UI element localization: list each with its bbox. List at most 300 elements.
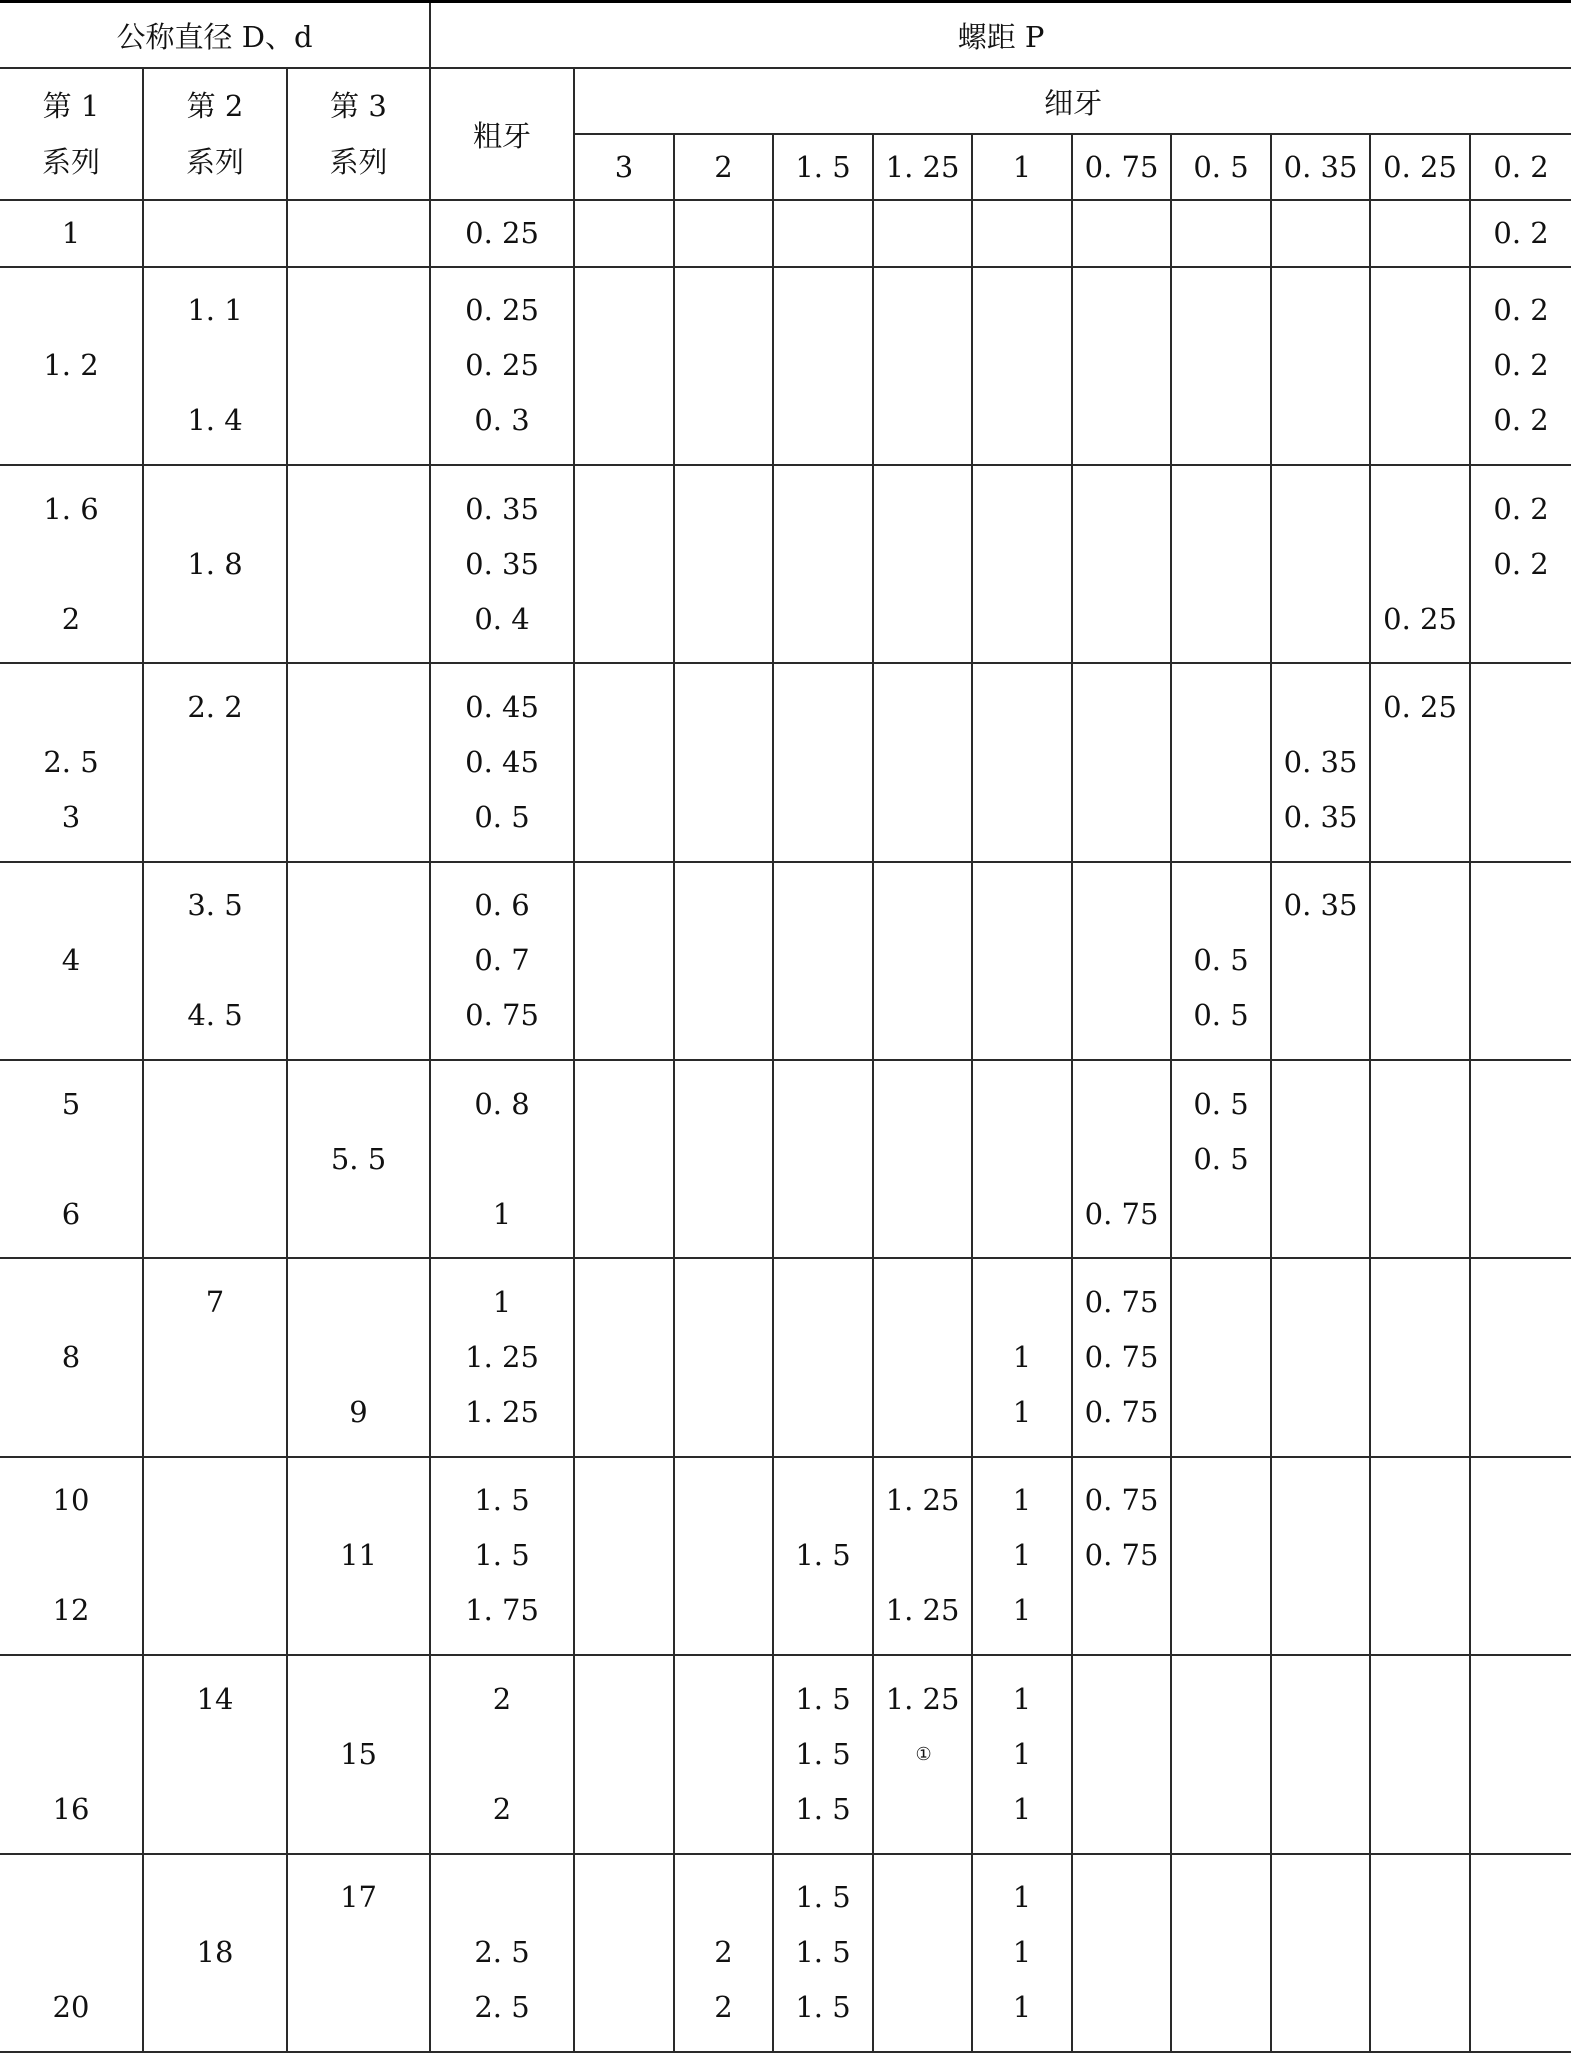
fine-pitch-cell-value	[1073, 680, 1170, 735]
fine-pitch-cell-value	[1371, 1727, 1469, 1782]
nominal-diameter-header: 公称直径 D、d	[0, 2, 430, 69]
fine-pitch-cell-value: 0. 75	[1084, 1395, 1159, 1430]
fine-pitch-cell	[1470, 1854, 1571, 2053]
series-2-cell-value: 1. 4	[187, 403, 243, 438]
fine-pitch-cell	[1171, 1258, 1271, 1456]
series-3-cell-value	[288, 338, 429, 393]
coarse-pitch-cell-value: 0. 35	[465, 491, 539, 526]
series-1-cell-value: 4	[61, 943, 81, 978]
fine-pitch-cell-value	[973, 1077, 1071, 1132]
series-2-cell-value	[144, 1385, 286, 1440]
series-1-cell	[0, 1060, 143, 1258]
series-1-cell-value	[0, 680, 142, 735]
fine-pitch-cell-value	[1471, 1727, 1571, 1782]
series-2-cell-value	[144, 1980, 286, 2035]
fine-pitch-cell	[674, 1258, 773, 1456]
fine-pitch-cell-value	[973, 878, 1071, 933]
fine-pitch-cell-value	[1172, 790, 1270, 845]
fine-pitch-cell	[1370, 267, 1470, 465]
fine-pitch-cell-value	[774, 988, 872, 1043]
series-3-cell-value	[288, 1925, 429, 1980]
fine-pitch-cell-value	[675, 592, 772, 647]
series-3-label-line2: 系列	[329, 145, 388, 180]
coarse-pitch-cell-value: 1. 5	[474, 1483, 530, 1518]
fine-pitch-cell-value	[1272, 1330, 1369, 1385]
fine-pitch-header-cell: 0. 25	[1370, 134, 1470, 200]
fine-pitch-cell-value	[675, 878, 772, 933]
fine-pitch-cell-value: 1. 5	[795, 1990, 851, 2025]
coarse-pitch-cell	[430, 200, 574, 266]
series-2-cell-value	[144, 592, 286, 647]
series-1-cell-value: 5	[61, 1086, 81, 1121]
series-3-cell-value	[288, 592, 429, 647]
fine-pitch-cell-value	[1371, 1077, 1469, 1132]
fine-pitch-cell	[1072, 1060, 1171, 1258]
fine-pitch-cell	[873, 1854, 972, 2053]
fine-pitch-cell	[1470, 663, 1571, 861]
fine-pitch-cell-value	[575, 1782, 673, 1837]
series-1-cell	[0, 1655, 143, 1853]
fine-pitch-cell	[674, 1655, 773, 1853]
fine-pitch-cell	[674, 663, 773, 861]
fine-pitch-cell-value	[675, 1672, 772, 1727]
fine-pitch-cell-value	[1073, 878, 1170, 933]
fine-pitch-cell-value	[774, 1583, 872, 1638]
coarse-pitch-cell	[430, 1655, 574, 1853]
fine-pitch-cell-value	[1272, 1132, 1369, 1187]
fine-pitch-cell	[873, 200, 972, 266]
fine-pitch-cell-value	[575, 1275, 673, 1330]
fine-pitch-cell	[1370, 1258, 1470, 1456]
series-1-cell	[0, 200, 143, 266]
fine-pitch-cell-value	[1471, 1132, 1571, 1187]
fine-pitch-cell-value	[1073, 338, 1170, 393]
fine-pitch-cell-value	[774, 680, 872, 735]
fine-pitch-cell-value	[1272, 1925, 1369, 1980]
series-1-cell-value	[0, 1672, 142, 1727]
fine-pitch-cell	[773, 1060, 873, 1258]
fine-pitch-cell-value	[1371, 1132, 1469, 1187]
series-1-header	[0, 68, 143, 200]
fine-pitch-cell	[1171, 465, 1271, 663]
series-3-cell-value	[288, 1473, 429, 1528]
fine-pitch-cell-value	[1272, 482, 1369, 537]
fine-pitch-cell-value	[1371, 1275, 1469, 1330]
fine-pitch-cell-value	[973, 790, 1071, 845]
fine-pitch-cell	[1072, 862, 1171, 1060]
fine-pitch-cell	[873, 663, 972, 861]
fine-pitch-cell	[574, 1457, 674, 1655]
fine-pitch-cell-value	[1272, 537, 1369, 592]
table-row	[0, 862, 1571, 1060]
fine-pitch-cell-value: 1. 25	[885, 1593, 960, 1628]
fine-pitch-cell	[1470, 267, 1571, 465]
fine-pitch-cell-value	[675, 1727, 772, 1782]
series-2-cell-value	[144, 1583, 286, 1638]
fine-pitch-cell-value	[874, 1727, 971, 1782]
fine-pitch-cell-value	[874, 1980, 971, 2035]
fine-pitch-cell-value	[774, 878, 872, 933]
series-3-cell-value	[288, 878, 429, 933]
fine-pitch-cell	[873, 1060, 972, 1258]
fine-pitch-cell-value	[1272, 933, 1369, 988]
fine-pitch-cell-value	[1371, 1473, 1469, 1528]
series-1-cell-value	[0, 1275, 142, 1330]
fine-pitch-cell-value	[774, 393, 872, 448]
fine-pitch-cell-value	[1471, 1925, 1571, 1980]
series-3-label-line1: 第 3	[330, 89, 387, 124]
fine-pitch-cell-value	[1073, 592, 1170, 647]
fine-pitch-cell	[574, 1258, 674, 1456]
fine-pitch-cell-value	[1073, 1583, 1170, 1638]
fine-pitch-cell-value	[1272, 680, 1369, 735]
fine-pitch-cell-value: 1	[1012, 1736, 1032, 1771]
fine-pitch-cell-value	[1371, 537, 1469, 592]
fine-pitch-cell-value	[1471, 1583, 1571, 1638]
fine-pitch-cell-value	[1371, 1528, 1469, 1583]
fine-pitch-cell-value	[1371, 1980, 1469, 2035]
fine-pitch-cell-value	[1172, 393, 1270, 448]
fine-pitch-cell-value: 0. 35	[1283, 799, 1358, 834]
table-row	[0, 200, 1571, 266]
fine-pitch-cell-value	[1272, 1187, 1369, 1242]
fine-pitch-cell-value	[973, 393, 1071, 448]
fine-pitch-cell-value	[1172, 1275, 1270, 1330]
fine-pitch-cell-value	[675, 482, 772, 537]
fine-pitch-cell-value	[1272, 1385, 1369, 1440]
fine-pitch-cell-value: 0. 75	[1084, 1483, 1159, 1518]
fine-pitch-cell	[1271, 862, 1370, 1060]
series-3-cell-value	[288, 283, 429, 338]
series-2-cell-value: 18	[196, 1935, 234, 1970]
fine-pitch-cell-value	[575, 933, 673, 988]
series-1-cell	[0, 1258, 143, 1456]
fine-pitch-cell-value	[1371, 1782, 1469, 1837]
fine-pitch-cell	[1271, 663, 1370, 861]
series-3-cell-value	[288, 1672, 429, 1727]
series-1-cell	[0, 465, 143, 663]
fine-pitch-cell-value	[1172, 735, 1270, 790]
fine-pitch-cell-value	[675, 790, 772, 845]
coarse-pitch-cell-value: 0. 25	[465, 293, 539, 328]
fine-pitch-cell-value	[774, 482, 872, 537]
coarse-pitch-cell-value: 0. 6	[474, 888, 530, 923]
fine-pitch-cell	[1271, 200, 1370, 266]
fine-pitch-cell-value	[675, 1077, 772, 1132]
fine-pitch-cell-value	[1172, 537, 1270, 592]
fine-pitch-cell-value	[774, 735, 872, 790]
series-2-cell	[143, 1854, 287, 2053]
fine-pitch-cell	[1171, 1655, 1271, 1853]
fine-pitch-cell	[674, 267, 773, 465]
fine-pitch-cell-value	[575, 1672, 673, 1727]
fine-pitch-cell	[1072, 1655, 1171, 1853]
fine-pitch-cell-value	[575, 1583, 673, 1638]
fine-pitch-cell-value	[1371, 933, 1469, 988]
fine-pitch-cell-value	[874, 988, 971, 1043]
series-2-cell	[143, 1060, 287, 1258]
fine-pitch-cell-value	[874, 1925, 971, 1980]
coarse-pitch-cell-value	[431, 1132, 573, 1187]
series-3-header	[287, 68, 430, 200]
fine-pitch-cell	[773, 267, 873, 465]
fine-pitch-cell-value	[1073, 735, 1170, 790]
series-3-cell	[287, 862, 430, 1060]
fine-pitch-cell-value	[1272, 1473, 1369, 1528]
series-1-cell-value: 10	[52, 1483, 90, 1518]
fine-pitch-cell-value	[1172, 592, 1270, 647]
series-1-cell	[0, 663, 143, 861]
fine-pitch-cell	[873, 1457, 972, 1655]
table-row	[0, 465, 1571, 663]
fine-pitch-cell-value	[874, 283, 971, 338]
fine-pitch-cell-value: 0. 35	[1283, 744, 1358, 779]
fine-pitch-cell-value: 0. 75	[1084, 1285, 1159, 1320]
fine-pitch-cell-value	[575, 735, 673, 790]
fine-pitch-cell-value	[774, 592, 872, 647]
series-3-cell	[287, 200, 430, 266]
fine-pitch-cell	[574, 1655, 674, 1853]
coarse-pitch-cell-value: 0. 4	[474, 601, 530, 636]
fine-pitch-cell-value	[1172, 1870, 1270, 1925]
series-3-cell	[287, 1060, 430, 1258]
coarse-pitch-cell-value: 1. 25	[465, 1395, 539, 1430]
series-2-cell-value: 7	[205, 1285, 225, 1320]
fine-pitch-cell-value	[575, 1925, 673, 1980]
fine-pitch-cell-value: 0. 2	[1493, 403, 1549, 438]
fine-pitch-cell-value	[1073, 1132, 1170, 1187]
fine-pitch-cell	[1271, 1258, 1370, 1456]
coarse-pitch-cell-value	[431, 1870, 573, 1925]
series-2-cell-value	[144, 338, 286, 393]
fine-pitch-cell-value	[1471, 933, 1571, 988]
fine-pitch-cell	[873, 267, 972, 465]
series-1-cell-value: 1	[61, 216, 81, 251]
fine-pitch-cell	[1271, 1060, 1370, 1258]
fine-pitch-cell	[674, 862, 773, 1060]
fine-pitch-cell	[1072, 267, 1171, 465]
series-1-cell-value: 16	[52, 1791, 90, 1826]
series-2-cell-value	[144, 1187, 286, 1242]
fine-pitch-cell-value	[973, 1187, 1071, 1242]
fine-pitch-cell-value	[675, 537, 772, 592]
fine-pitch-cell-value	[1073, 537, 1170, 592]
fine-pitch-cell-value	[1272, 1672, 1369, 1727]
fine-pitch-cell	[1271, 1854, 1370, 2053]
series-2-cell-value	[144, 735, 286, 790]
fine-pitch-cell-value	[1272, 592, 1369, 647]
fine-pitch-cell-value: 0. 75	[1084, 1196, 1159, 1231]
series-1-label-line1: 第 1	[42, 89, 100, 124]
fine-pitch-header-cell: 1. 25	[873, 134, 972, 200]
fine-pitch-cell	[972, 465, 1072, 663]
fine-pitch-cell-value	[973, 1132, 1071, 1187]
fine-pitch-cell-value	[874, 1528, 971, 1583]
coarse-pitch-cell	[430, 862, 574, 1060]
coarse-pitch-cell-value: 2	[492, 1791, 512, 1826]
coarse-pitch-cell-value: 1. 75	[465, 1593, 539, 1628]
series-1-cell-value: 3	[61, 799, 81, 834]
fine-pitch-cell-value	[1272, 283, 1369, 338]
fine-pitch-cell-value	[675, 988, 772, 1043]
fine-pitch-cell-value	[1172, 1782, 1270, 1837]
fine-pitch-cell-value	[675, 1132, 772, 1187]
fine-pitch-cell	[972, 1457, 1072, 1655]
fine-pitch-cell-value	[973, 537, 1071, 592]
fine-pitch-cell	[674, 1457, 773, 1655]
fine-pitch-cell	[674, 1854, 773, 2053]
fine-pitch-cell-value	[1371, 1672, 1469, 1727]
series-3-cell	[287, 1854, 430, 2053]
fine-pitch-cell	[773, 465, 873, 663]
series-2-cell-value	[144, 1473, 286, 1528]
fine-pitch-cell-value	[575, 482, 673, 537]
series-2-cell-value	[144, 790, 286, 845]
fine-pitch-cell-value	[774, 933, 872, 988]
fine-pitch-cell-value	[575, 1528, 673, 1583]
fine-pitch-cell-value	[1272, 1528, 1369, 1583]
coarse-pitch-cell-value: 2. 5	[474, 1935, 530, 1970]
fine-pitch-cell-value	[1371, 1925, 1469, 1980]
fine-pitch-cell-value	[874, 878, 971, 933]
series-2-cell-value	[144, 1132, 286, 1187]
fine-pitch-cell-value	[675, 933, 772, 988]
fine-pitch-cell	[1470, 1258, 1571, 1456]
fine-pitch-cell	[972, 663, 1072, 861]
fine-pitch-cell	[873, 1655, 972, 1853]
fine-pitch-cell-value	[1172, 338, 1270, 393]
fine-pitch-cell	[1171, 862, 1271, 1060]
fine-pitch-cell	[1370, 663, 1470, 861]
series-1-cell-value	[0, 1727, 142, 1782]
fine-pitch-cell-value	[1471, 878, 1571, 933]
fine-pitch-cell-value	[575, 1330, 673, 1385]
fine-pitch-header-cell: 3	[574, 134, 674, 200]
fine-pitch-cell-value	[1172, 1672, 1270, 1727]
fine-pitch-cell	[1072, 1258, 1171, 1456]
fine-pitch-cell	[574, 663, 674, 861]
fine-pitch-cell-value	[1272, 1870, 1369, 1925]
fine-pitch-cell-value	[1471, 1187, 1571, 1242]
fine-pitch-cell-value: 2	[714, 1935, 733, 1970]
fine-pitch-cell-value	[874, 482, 971, 537]
fine-pitch-cell-value	[1272, 1275, 1369, 1330]
fine-pitch-cell-value	[1272, 1782, 1369, 1837]
fine-pitch-cell-value: 0. 5	[1193, 943, 1249, 978]
fine-pitch-cell-value	[1371, 988, 1469, 1043]
series-1-cell-value	[0, 1528, 142, 1583]
fine-pitch-cell-value	[1471, 680, 1571, 735]
fine-pitch-cell-value	[1172, 878, 1270, 933]
series-2-cell-value: 1. 1	[187, 293, 243, 328]
coarse-header: 粗牙	[430, 68, 574, 200]
fine-pitch-cell-value	[973, 592, 1071, 647]
pitch-header: 螺距 P	[430, 2, 1571, 69]
coarse-pitch-cell-value: 0. 25	[465, 216, 539, 251]
series-3-cell-value	[288, 790, 429, 845]
series-1-cell-value: 1. 6	[43, 491, 99, 526]
series-3-cell-value	[288, 482, 429, 537]
fine-pitch-cell-value: 1. 5	[795, 1736, 851, 1771]
fine-pitch-cell-value	[675, 1870, 772, 1925]
fine-pitch-cell-value	[1471, 1672, 1571, 1727]
fine-pitch-cell-value	[1172, 680, 1270, 735]
series-1-cell-value: 8	[61, 1340, 81, 1375]
fine-pitch-cell-value	[1172, 1980, 1270, 2035]
coarse-pitch-cell-value: 1	[492, 1285, 512, 1320]
series-1-cell-value: 2. 5	[43, 744, 99, 779]
fine-pitch-cell-value	[575, 1132, 673, 1187]
fine-pitch-cell	[1271, 1655, 1370, 1853]
series-2-cell-value	[144, 1330, 286, 1385]
fine-pitch-cell-value	[675, 1473, 772, 1528]
fine-pitch-cell-value	[675, 1528, 772, 1583]
fine-pitch-cell-value	[1371, 1583, 1469, 1638]
fine-pitch-cell-value	[575, 1385, 673, 1440]
series-1-cell-value	[0, 988, 142, 1043]
fine-pitch-cell-value: 1	[1012, 1593, 1032, 1628]
fine-pitch-cell-value: 0. 2	[1493, 491, 1549, 526]
fine-pitch-cell-value	[774, 537, 872, 592]
fine-pitch-header-cell: 0. 75	[1072, 134, 1171, 200]
fine-pitch-cell-value	[1272, 1727, 1369, 1782]
fine-pitch-cell-value	[1172, 1583, 1270, 1638]
fine-pitch-cell-value	[874, 1132, 971, 1187]
series-2-cell-value: 14	[196, 1681, 234, 1716]
series-3-cell-value	[288, 1187, 429, 1242]
fine-pitch-cell	[574, 267, 674, 465]
fine-pitch-cell	[773, 1258, 873, 1456]
series-3-cell	[287, 1655, 430, 1853]
coarse-pitch-cell-value: 0. 3	[474, 403, 530, 438]
series-1-label-line2: 系列	[41, 145, 100, 180]
series-2-cell-value	[144, 1782, 286, 1837]
fine-pitch-cell-value	[575, 592, 673, 647]
series-2-cell	[143, 200, 287, 266]
series-1-cell-value	[0, 537, 142, 592]
fine-pitch-cell-value: 1	[1012, 1791, 1032, 1826]
fine-pitch-cell-value	[874, 592, 971, 647]
fine-pitch-cell-value: 1	[1012, 1681, 1032, 1716]
coarse-pitch-cell-value: 0. 45	[465, 689, 539, 724]
coarse-pitch-cell-value: 0. 35	[465, 546, 539, 581]
coarse-pitch-cell-value: 2. 5	[474, 1990, 530, 2025]
fine-pitch-cell-value	[1471, 592, 1571, 647]
fine-pitch-cell-value	[675, 1583, 772, 1638]
series-2-cell	[143, 465, 287, 663]
fine-pitch-cell-value: 1. 5	[795, 1791, 851, 1826]
series-3-cell	[287, 267, 430, 465]
series-3-cell-value	[288, 988, 429, 1043]
fine-pitch-cell	[1072, 663, 1171, 861]
coarse-pitch-cell	[430, 1854, 574, 2053]
fine-pitch-cell	[1470, 1457, 1571, 1655]
fine-pitch-cell-value: 0. 2	[1493, 348, 1549, 383]
fine-pitch-cell	[1072, 200, 1171, 266]
fine-pitch-cell	[574, 1060, 674, 1258]
fine-pitch-cell-value	[675, 338, 772, 393]
coarse-pitch-cell-value: 0. 25	[465, 348, 539, 383]
fine-pitch-cell-value	[1471, 1528, 1571, 1583]
series-1-cell	[0, 862, 143, 1060]
table-row	[0, 267, 1571, 465]
series-1-cell-value	[0, 1925, 142, 1980]
series-3-cell-value	[288, 680, 429, 735]
fine-header: 细牙	[574, 68, 1571, 134]
fine-pitch-cell-value: 1	[1012, 1935, 1032, 1970]
series-2-cell-value	[144, 933, 286, 988]
fine-pitch-cell-value	[1073, 1870, 1170, 1925]
